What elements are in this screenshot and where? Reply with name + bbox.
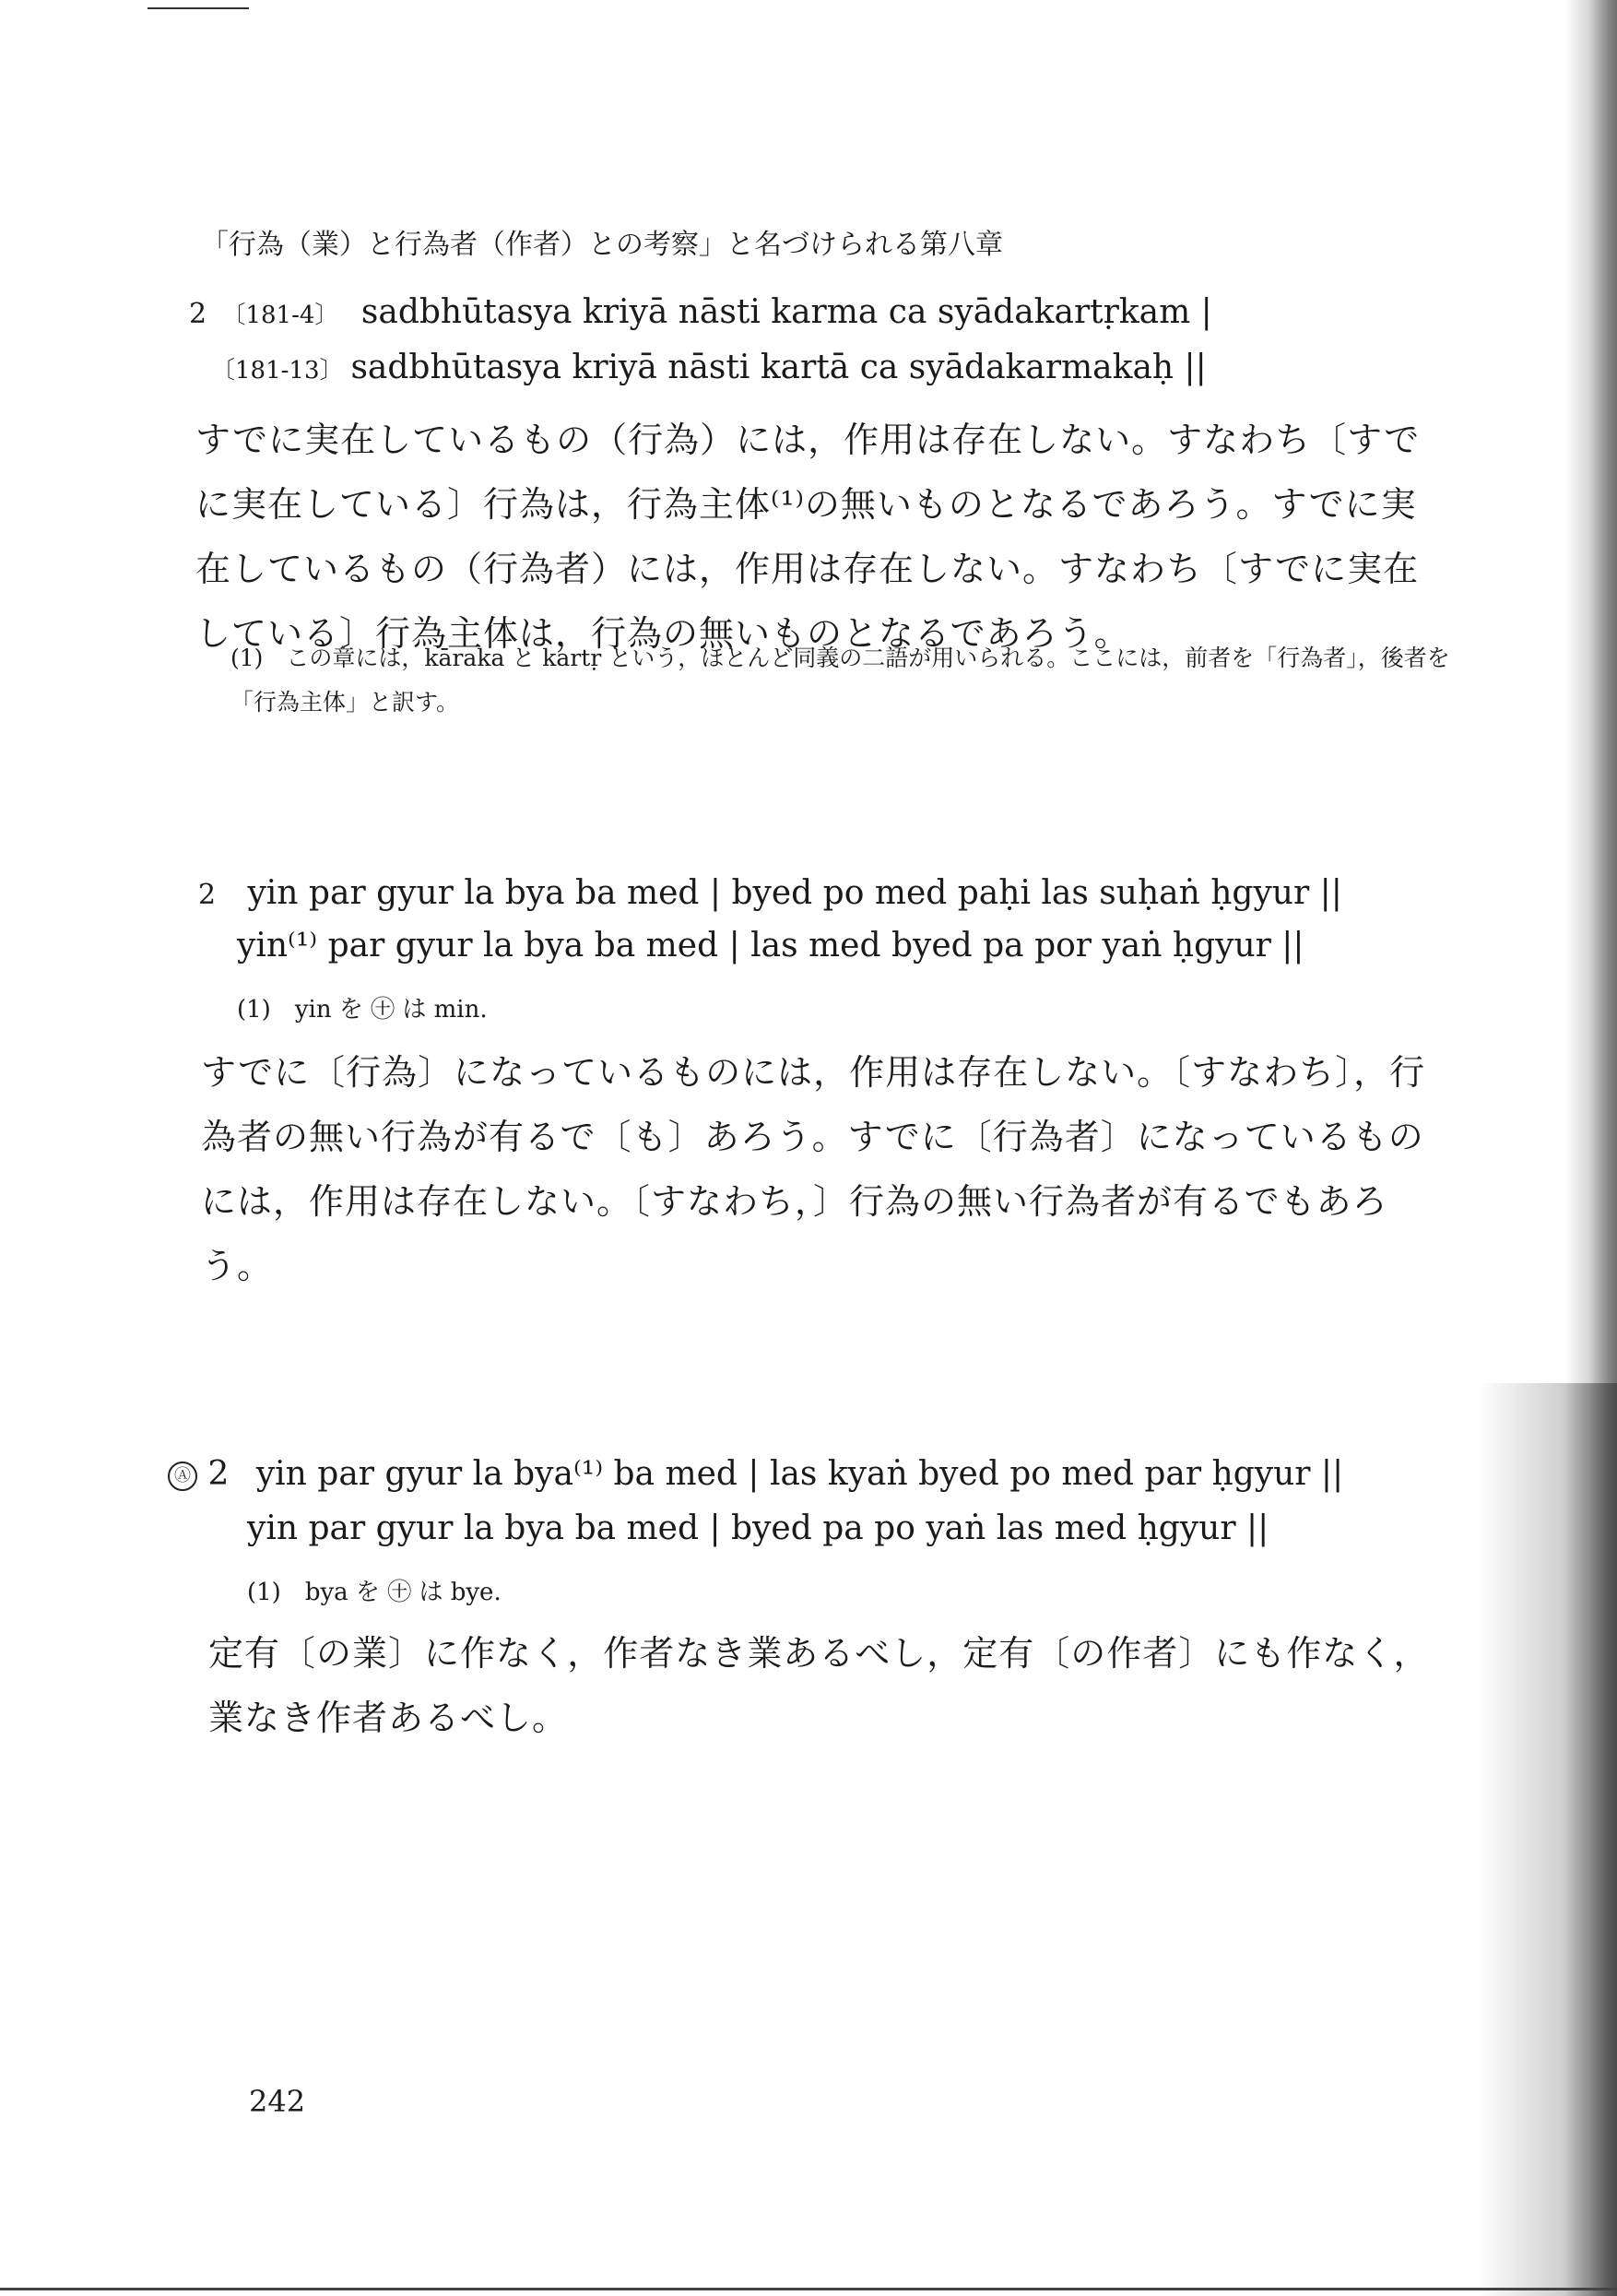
top-rule — [148, 7, 249, 9]
chinese-footnote: (1) bya を ㊉ は bye. — [247, 1579, 502, 1606]
verse-number: 2 — [189, 298, 207, 330]
chapter-header: 「行為（業）と行為者（作者）との考察」と名づけられる第八章 — [201, 229, 1003, 261]
verse-ref: 〔181-13〕 — [211, 357, 344, 385]
chinese-line-2: yin par gyur la bya ba med | byed pa po yaṅ las med ḥgyur || — [247, 1509, 1269, 1547]
verse-number: 2 — [198, 879, 217, 911]
sanskrit-line-1 — [189, 293, 1212, 331]
chinese-translation: 定有〔の業〕に作なく，作者なき業あるべし，定有〔の作者〕にも作なく，業なき作者あるべし。 — [208, 1633, 1430, 1738]
verse-text: sadbhūtasya kriyā nāsti kartā ca syādakarmakaḥ || — [350, 349, 1207, 386]
sanskrit-footnote: (1) この章には，kāraka と kartṛ という，ほとんど同義の二語が用いられる。ここには，前者を「行為者」，後者を「行為主体」と訳す。 — [230, 645, 1450, 716]
verse-number: 2 — [207, 1455, 230, 1493]
tibetan-line-1 — [198, 874, 1342, 912]
scan-corner-shadow — [1479, 1383, 1617, 2296]
page-number: 242 — [249, 2084, 306, 2119]
sanskrit-translation: すでに実在しているもの（行為）には，作用は存在しない。すなわち〔すでに実在している〕行為は，行為主体⁽¹⁾の無いものとなるであろう。すでに実在しているもの（行為者）には，作用は存在しない。すなわち〔すでに実在している〕行為主体は，行為の無いものとなるであろう。 — [195, 420, 1421, 654]
verse-text: yin par gyur la bya ba med | byed po med paḥi las suḥaṅ ḥgyur || — [247, 874, 1342, 912]
verse-text: yin par gyur la bya⁽¹⁾ ba med | las kyaṅ byed po med par ḥgyur || — [255, 1455, 1344, 1493]
tibetan-footnote: (1) yin を ㊉ は min. — [237, 996, 488, 1024]
tibetan-translation: すでに〔行為〕になっているものには，作用は存在しない。〔すなわち〕，行為者の無い行為が有るで〔も〕あろう。すでに〔行為者〕になっているものには，作用は存在しない。〔すなわち，〕行為の無い行為者が有るでもあろう。 — [201, 1052, 1426, 1286]
chinese-line-1 — [168, 1455, 1343, 1493]
verse-text: sadbhūtasya kriyā nāsti karma ca syādakartṛkam | — [360, 293, 1212, 331]
tibetan-line-2: yin⁽¹⁾ par gyur la bya ba med | las med byed pa por yaṅ ḥgyur || — [237, 927, 1304, 965]
verse-ref: 〔181-4〕 — [221, 302, 339, 329]
circled-a-mark: Ⓐ — [168, 1462, 197, 1491]
sanskrit-line-2 — [211, 349, 1207, 386]
bottom-edge-line — [0, 2288, 1617, 2290]
